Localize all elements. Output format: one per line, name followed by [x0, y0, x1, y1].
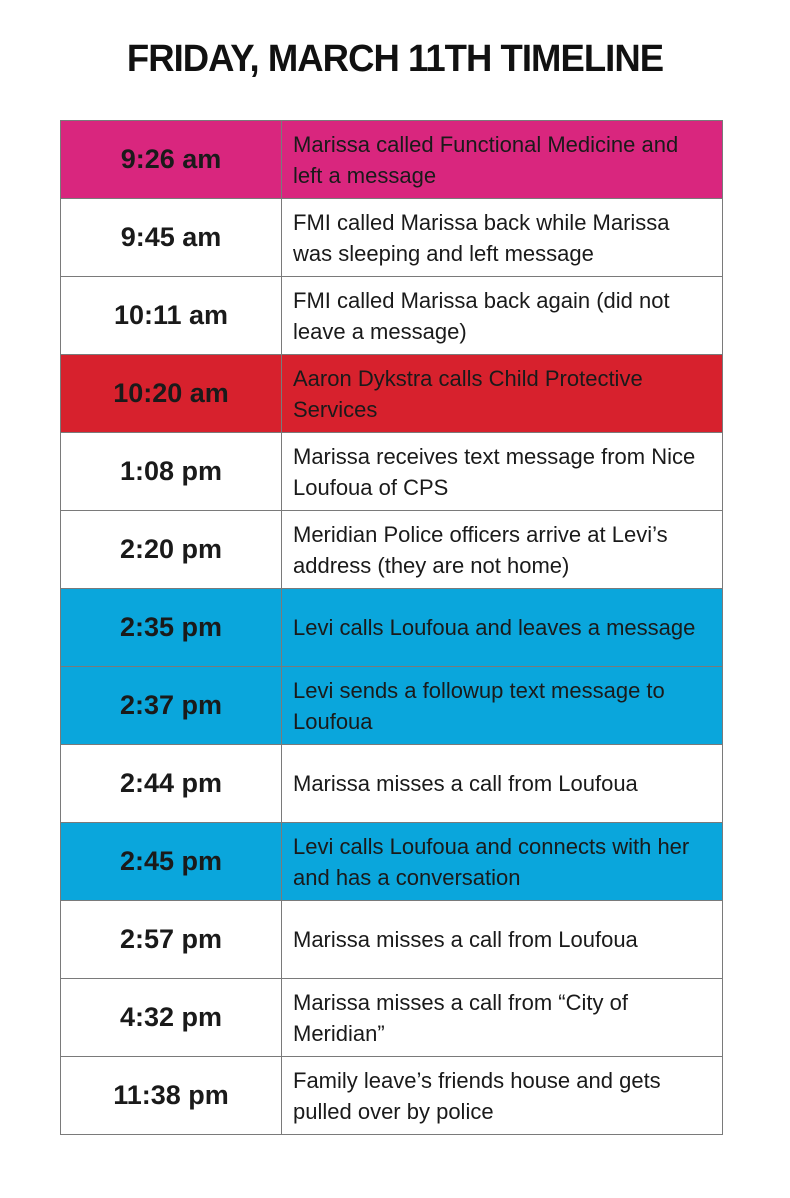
timeline-row: [61, 667, 723, 745]
timeline-row: [61, 823, 723, 901]
timeline-event: Levi calls Loufoua and connects with her and has a conversation: [282, 823, 723, 901]
timeline-event: FMI called Marissa back again (did not leave a message): [282, 277, 723, 355]
timeline-event: Marissa misses a call from Loufoua: [282, 901, 723, 979]
timeline-row: [61, 511, 723, 589]
timeline-time: 2:35 pm: [61, 589, 282, 667]
timeline-event: Levi sends a followup text message to Loufoua: [282, 667, 723, 745]
timeline-time: 2:20 pm: [61, 511, 282, 589]
timeline-time: 2:45 pm: [61, 823, 282, 901]
timeline-event: Marissa receives text message from Nice Loufoua of CPS: [282, 433, 723, 511]
timeline-time: 2:44 pm: [61, 745, 282, 823]
timeline-event: Aaron Dykstra calls Child Protective Services: [282, 355, 723, 433]
timeline-event: Levi calls Loufoua and leaves a message: [282, 589, 723, 667]
timeline-row: [61, 1057, 723, 1135]
timeline-row: [61, 121, 723, 199]
timeline-time: 9:45 am: [61, 199, 282, 277]
timeline-row: [61, 277, 723, 355]
timeline-event: Family leave’s friends house and gets pulled over by police: [282, 1057, 723, 1135]
timeline-row: [61, 589, 723, 667]
timeline-time: 1:08 pm: [61, 433, 282, 511]
timeline-time: 2:57 pm: [61, 901, 282, 979]
timeline-row: [61, 745, 723, 823]
timeline-row: [61, 433, 723, 511]
timeline-row: [61, 901, 723, 979]
timeline-row: [61, 199, 723, 277]
timeline-body: [61, 121, 723, 1135]
timeline-row: [61, 355, 723, 433]
timeline-time: 2:37 pm: [61, 667, 282, 745]
timeline-event: Marissa misses a call from “City of Meridian”: [282, 979, 723, 1057]
timeline-table: [60, 120, 723, 1135]
timeline-time: 10:20 am: [61, 355, 282, 433]
timeline-time: 4:32 pm: [61, 979, 282, 1057]
timeline-time: 10:11 am: [61, 277, 282, 355]
timeline-event: FMI called Marissa back while Marissa was sleeping and left message: [282, 199, 723, 277]
timeline-event: Meridian Police officers arrive at Levi’s address (they are not home): [282, 511, 723, 589]
timeline-time: 9:26 am: [61, 121, 282, 199]
timeline-event: Marissa misses a call from Loufoua: [282, 745, 723, 823]
timeline-row: [61, 979, 723, 1057]
timeline-event: Marissa called Functional Medicine and left a message: [282, 121, 723, 199]
timeline-time: 11:38 pm: [61, 1057, 282, 1135]
page-title: FRIDAY, MARCH 11TH TIMELINE: [126, 38, 664, 80]
